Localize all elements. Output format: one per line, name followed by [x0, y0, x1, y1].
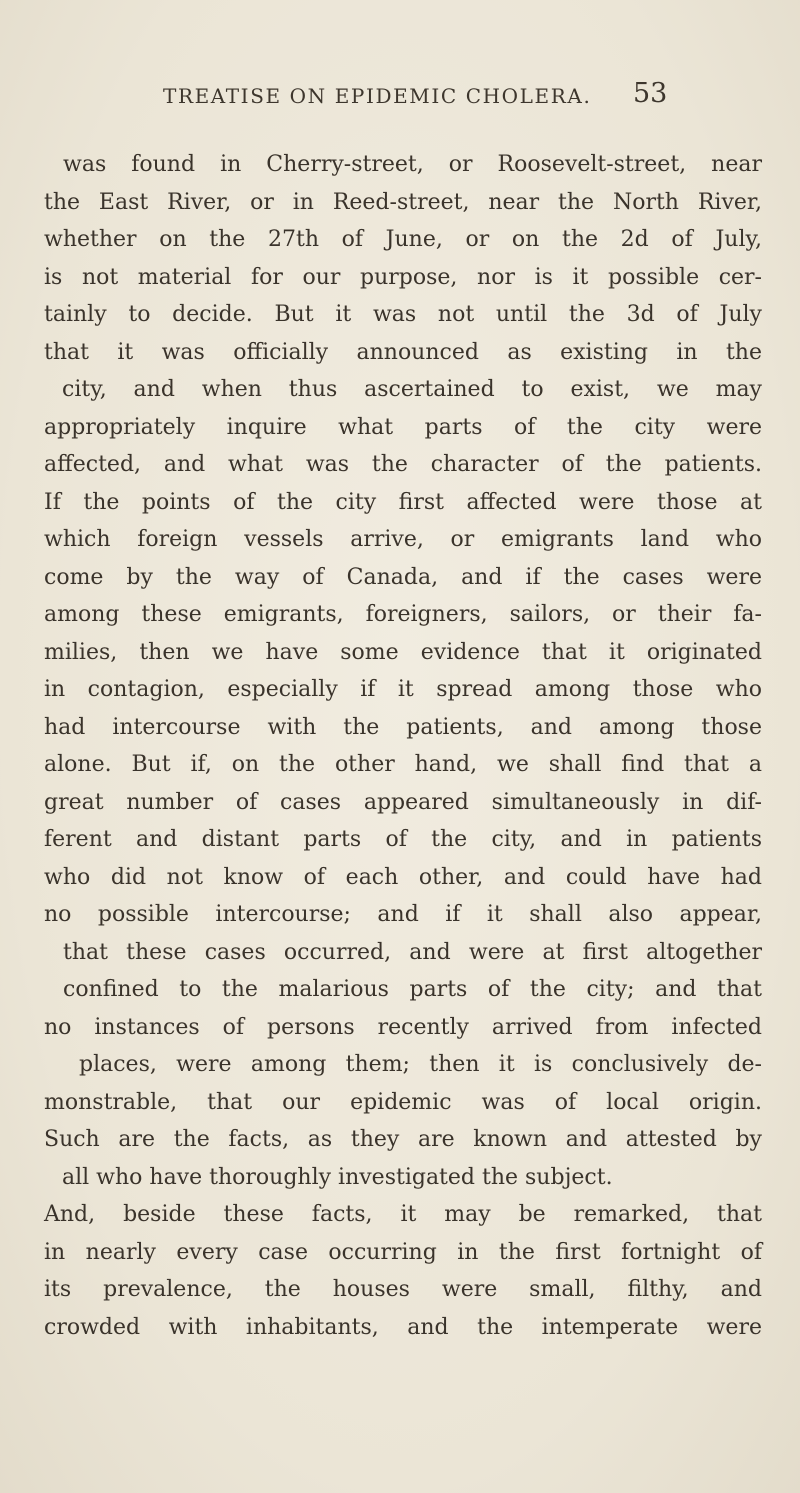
text-line: the East River, or in Reed-street, near the North River,	[44, 189, 762, 215]
text-line: all who have thoroughly investigated the subject.	[62, 1164, 613, 1190]
text-line: in contagion, especially if it spread among those who	[44, 677, 762, 702]
text-line: confined to the malarious parts of the city; and that	[63, 977, 762, 1002]
text-line: appropriately inquire what parts of the city were	[44, 414, 762, 440]
text-line: who did not know of each other, and could have had	[44, 864, 762, 890]
text-line: monstrable, that our epidemic was of local origin.	[44, 1089, 762, 1115]
text-line: crowded with inhabitants, and the intemperate were	[44, 1314, 762, 1340]
text-line: places, were among them; then it is conclusively de-	[79, 1052, 762, 1077]
text-line: was found in Cherry-street, or Roosevelt-street, near	[63, 152, 762, 177]
text-line: had intercourse with the patients, and among those	[44, 714, 762, 740]
page-number: 53	[633, 78, 668, 109]
text-line: ferent and distant parts of the city, and in patients	[44, 827, 762, 852]
body-text	[44, 146, 762, 1346]
running-title: TREATISE ON EPIDEMIC CHOLERA.	[163, 84, 592, 108]
text-line: come by the way of Canada, and if the cases were	[44, 564, 762, 590]
text-line: alone. But if, on the other hand, we shall find that a	[44, 752, 762, 777]
text-line: among these emigrants, foreigners, sailors, or their fa-	[44, 602, 762, 627]
text-line: that these cases occurred, and were at first altogether	[63, 939, 762, 965]
text-line: city, and when thus ascertained to exist, we may	[62, 377, 762, 402]
text-line: no instances of persons recently arrived from infected	[44, 1014, 762, 1040]
text-line: its prevalence, the houses were small, filthy, and	[44, 1277, 762, 1302]
text-line: And, beside these facts, it may be remarked, that	[44, 1202, 762, 1227]
text-line: If the points of the city first affected were those at	[44, 489, 762, 515]
text-line: that it was officially announced as existing in the	[44, 339, 762, 365]
text-line: Such are the facts, as they are known and attested by	[44, 1127, 762, 1152]
text-line: tainly to decide. But it was not until the 3d of July	[44, 302, 762, 327]
text-line: great number of cases appeared simultaneously in dif-	[44, 789, 762, 815]
text-line: affected, and what was the character of the patients.	[44, 452, 762, 477]
text-line: milies, then we have some evidence that it originated	[44, 639, 762, 665]
page-header	[0, 78, 800, 118]
text-line: is not material for our purpose, nor is it possible cer-	[44, 264, 762, 290]
text-line: which foreign vessels arrive, or emigrants land who	[44, 527, 762, 552]
text-line: no possible intercourse; and if it shall also appear,	[44, 902, 762, 927]
text-line: in nearly every case occurring in the first fortnight of	[44, 1239, 762, 1265]
text-line: whether on the 27th of June, or on the 2d of July,	[44, 227, 762, 252]
